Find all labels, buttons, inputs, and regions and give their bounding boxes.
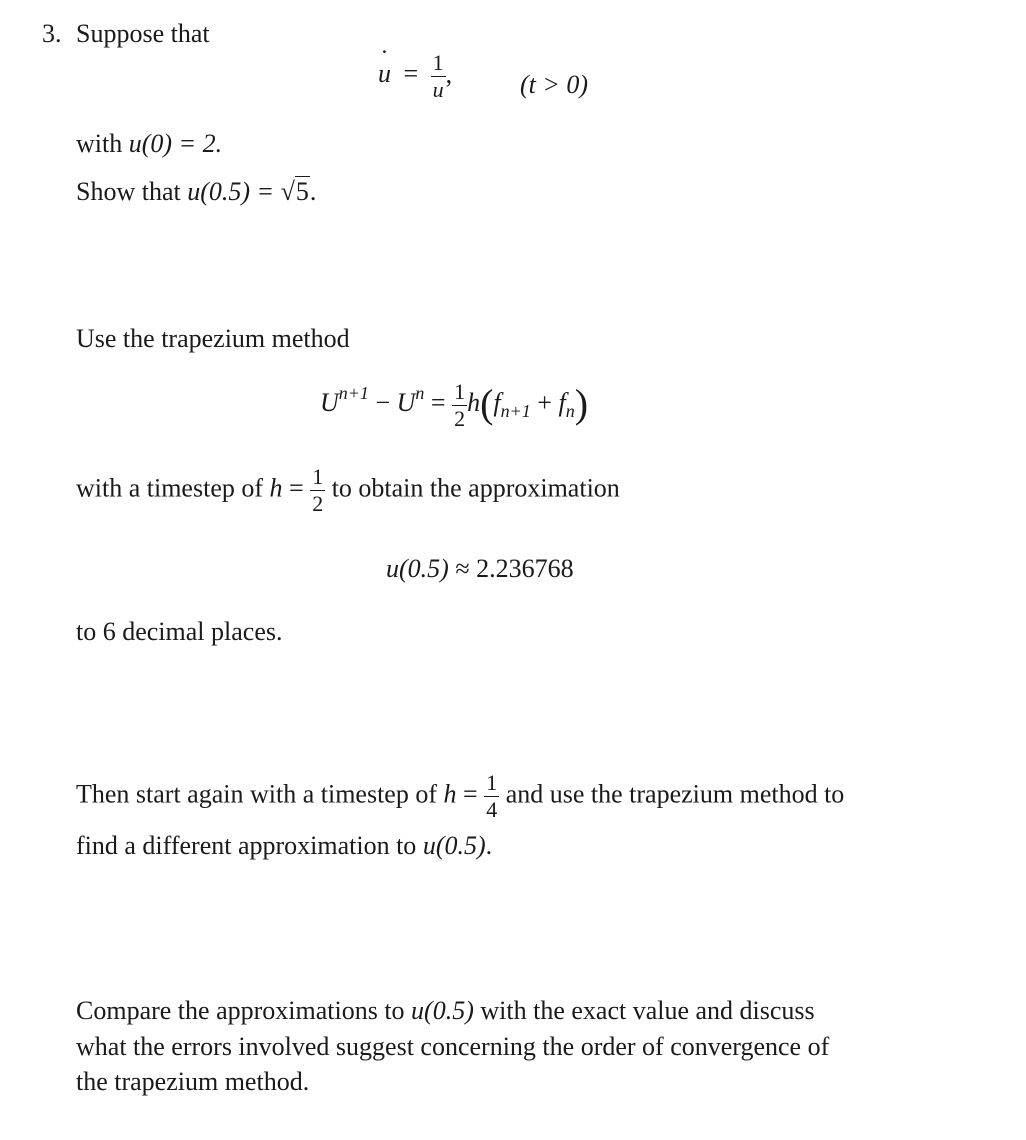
compare-line-2: what the errors involved suggest concerning the order of convergence of [76,1032,830,1061]
trapezium-equation: $U^{n+1} - U^n$ = $\frac{1}{2}$ $h(f_{n+1} + f_n)$ [320,378,589,431]
ode-equals: = [403,59,419,89]
ode-equation [378,52,452,101]
close-paren: ) [574,381,589,426]
u-dot-symbol: ˙ u [378,57,391,91]
timestep-quarter-fraction: $\frac{1}{4}$ [486,770,498,822]
open-paren: ( [480,381,494,426]
show-expr: u(0.5) = [187,177,281,206]
decimal-places-note: to 6 decimal places. [76,617,283,646]
problem-number: 3. [42,19,62,48]
problem-heading [42,17,210,51]
timestep-quarter-line-2: find a different approximation to u(0.5). [76,831,493,860]
ode-condition: (t > 0) [520,70,589,99]
ode-fraction: $\frac{1}{u}$ [432,50,444,102]
timestep-quarter-line: Then start again with a timestep of h = $\frac{1}{4}$ and use the trapezium method to [76,770,845,822]
initial-expr: u(0) = 2. [128,129,223,158]
half-fraction: $\frac{1}{2}$ [454,378,466,431]
method-intro: Use the trapezium method [76,324,350,353]
approx-value: 2.236768 [476,554,574,583]
show-statement: Show that u(0.5) = √5. [76,175,316,209]
timestep-half-fraction: $\frac{1}{2}$ [312,464,324,516]
approximation: u(0.5) ≈ 2.236768 [386,554,574,583]
compare-line-1: Compare the approximations to u(0.5) with the exact value and discuss [76,996,815,1025]
sqrt-five: √5 [280,177,309,206]
problem-intro: Suppose that [76,19,210,48]
initial-condition: with u(0) = 2. [76,129,223,158]
timestep-half-line: with a timestep of h = $\frac{1}{2}$ to obtain the approximation [76,464,620,516]
compare-line-3: the trapezium method. [76,1067,310,1096]
ode-comma: , [445,59,453,89]
